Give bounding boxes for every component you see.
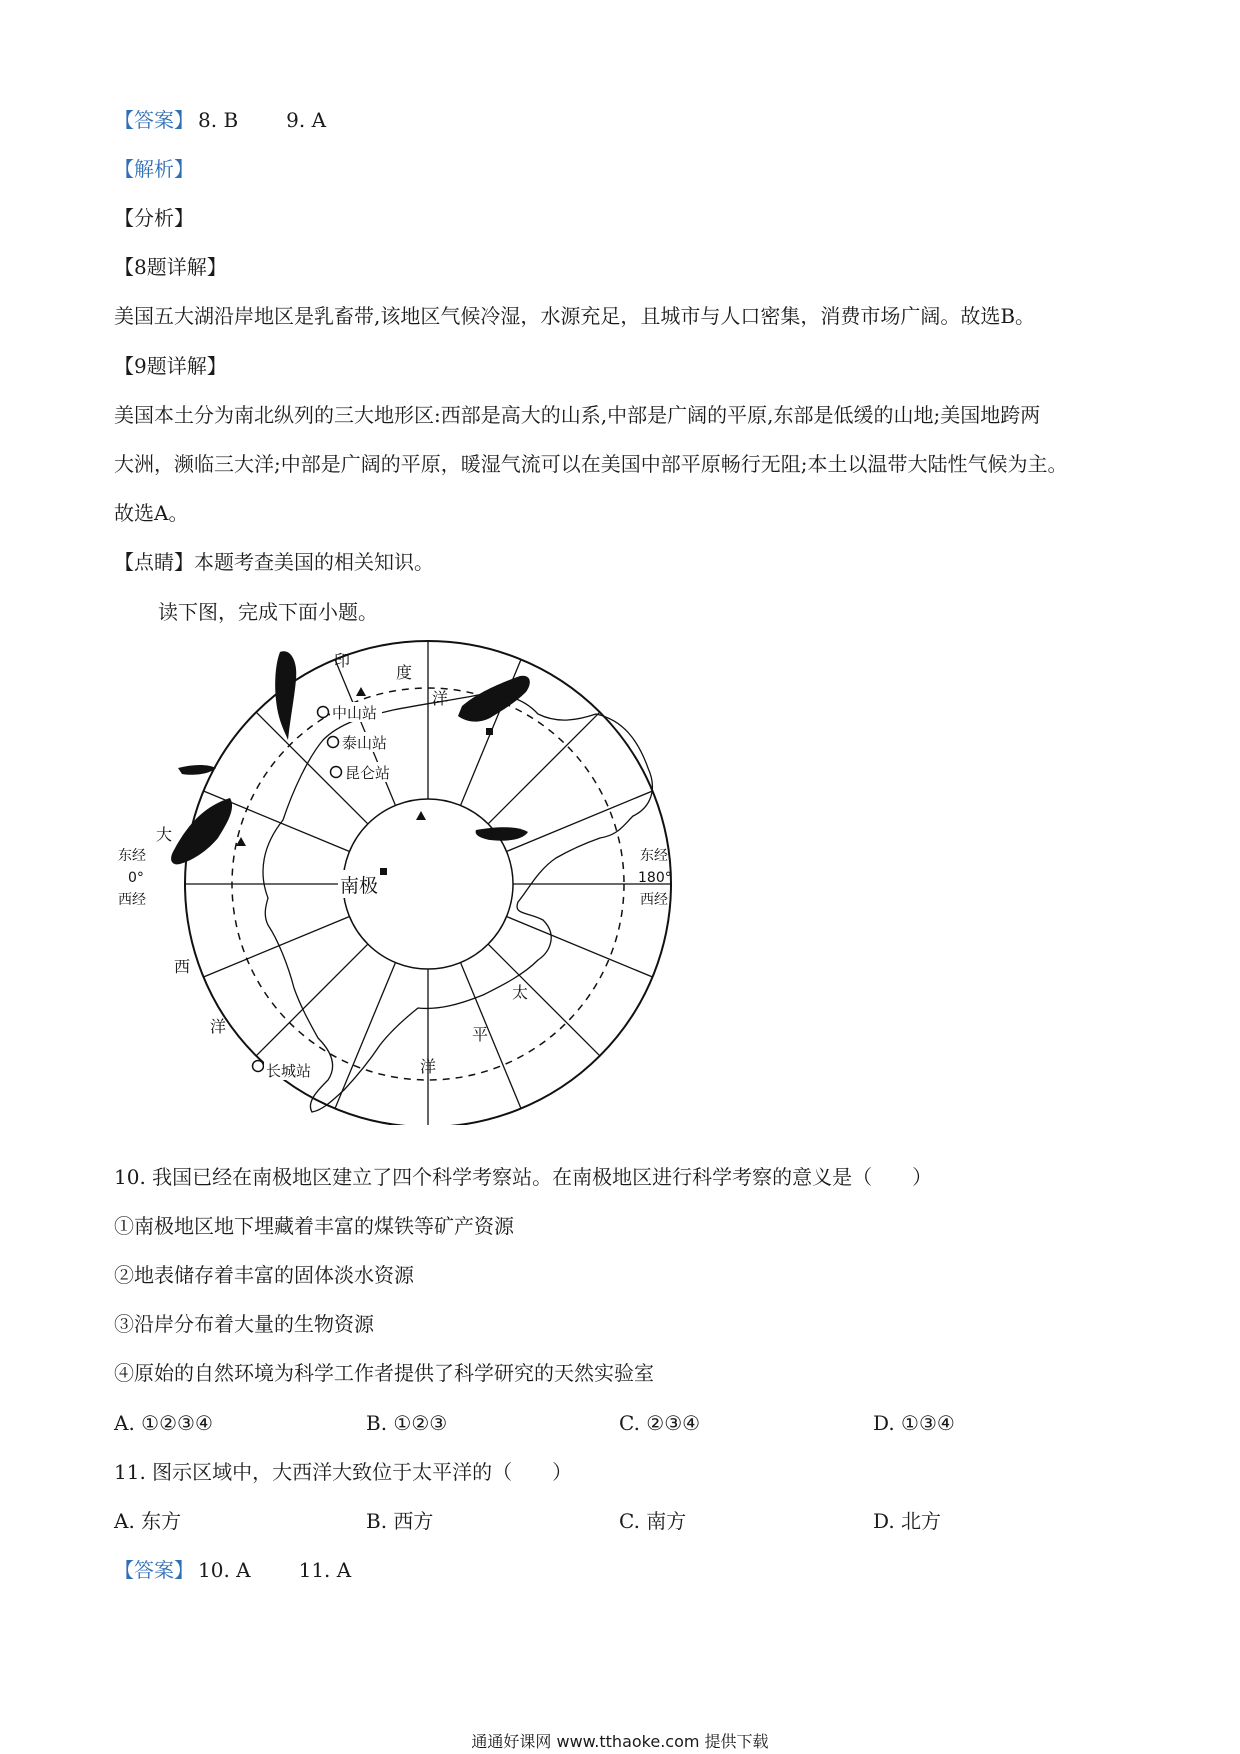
detail8-text: 美国五大湖沿岸地区是乳畜带,该地区气候冷湿，水源充足，且城市与人口密集，消费市场广阔。故选B。 — [114, 304, 1036, 328]
ocean-pacific-1: 太 — [512, 983, 529, 1002]
meridian-line — [335, 963, 396, 1109]
q10-item-4: ④原始的自然环境为科学工作者提供了科学研究的天然实验室 — [114, 1361, 654, 1385]
q10-option-a: A. ①②③④ — [114, 1411, 213, 1435]
station-label-changcheng: 长城站 — [266, 1062, 312, 1080]
ocean-indian-1: 印 — [334, 651, 351, 670]
detail9-line1: 美国本土分为南北纵列的三大地形区:西部是高大的山系,中部是广阔的平原,东部是低缓的山地;美国地跨两 — [114, 403, 1041, 427]
q10-item-3: ③沿岸分布着大量的生物资源 — [114, 1312, 374, 1336]
left-east-label: 东经 — [118, 848, 146, 864]
ocean-indian-2: 度 — [396, 663, 413, 682]
south-pole-label: 南极 — [340, 875, 379, 897]
peak-marker — [236, 837, 246, 846]
ocean-pacific-3: 洋 — [420, 1057, 437, 1076]
ocean-atlantic-1: 大 — [156, 825, 173, 844]
station-taishan-marker — [328, 737, 339, 748]
q10-option-c: C. ②③④ — [619, 1411, 701, 1435]
station-zhongshan-marker — [318, 707, 329, 718]
dianjing-line — [114, 552, 434, 572]
meridian-line — [507, 791, 653, 852]
q10-item-2: ②地表储存着丰富的固体淡水资源 — [114, 1263, 414, 1287]
meridian-line — [488, 944, 600, 1056]
ocean-indian-3: 洋 — [432, 689, 449, 708]
detail9-line3: 故选A。 — [114, 501, 189, 525]
q11-option-d: D. 北方 — [873, 1509, 942, 1533]
meridian-line — [204, 917, 350, 978]
fenxi-tag: 【分析】 — [114, 206, 194, 230]
meridian-line — [488, 712, 600, 824]
landmass-southamerica — [171, 798, 232, 864]
answer-tag: 【答案】 — [114, 108, 194, 132]
q11-stem: 11. 图示区域中，大西洋大致位于太平洋的（ ） — [114, 1460, 573, 1484]
dianjing-tag: 【点睛】 — [114, 550, 194, 574]
intro-text: 读下图，完成下面小题。 — [158, 600, 378, 624]
answer-9: 9. A — [286, 108, 327, 132]
q10-option-b: B. ①②③ — [366, 1411, 448, 1435]
q10-stem: 10. 我国已经在南极地区建立了四个科学考察站。在南极地区进行科学考察的意义是（ ） — [114, 1165, 933, 1189]
q11-option-a: A. 东方 — [114, 1509, 182, 1533]
base-marker — [380, 868, 387, 875]
station-label-zhongshan: 中山站 — [332, 704, 378, 722]
answer-line-10-11 — [114, 1560, 351, 1580]
meridian-line — [256, 944, 368, 1056]
base-marker — [486, 728, 493, 735]
station-label-kunlun: 昆仑站 — [345, 764, 391, 782]
detail9-line2: 大洲，濒临三大洋;中部是广阔的平原，暖湿气流可以在美国中部平原畅行无阻;本土以温带大陆性气候为主。 — [114, 452, 1068, 476]
station-changcheng-marker — [253, 1061, 264, 1072]
station-kunlun-marker — [331, 767, 342, 778]
answer-10: 10. A — [198, 1558, 251, 1582]
detail9-tag: 【9题详解】 — [114, 354, 227, 378]
footer-text: 通通好课网 www.tthaoke.com 提供下载 — [471, 1732, 769, 1751]
answer-8: 8. B — [198, 108, 239, 132]
peak-marker — [356, 687, 366, 696]
right-west-label: 西经 — [640, 892, 668, 908]
dianjing-text: 本题考查美国的相关知识。 — [194, 550, 434, 574]
left-zero-label: 0° — [128, 870, 144, 886]
landmass-kerguelen — [178, 765, 216, 775]
answer-tag: 【答案】 — [114, 1558, 194, 1582]
ocean-atlantic-2: 西 — [174, 957, 191, 976]
q11-option-b: B. 西方 — [366, 1509, 434, 1533]
analysis-tag: 【解析】 — [114, 157, 194, 181]
ocean-atlantic-3: 洋 — [210, 1017, 227, 1036]
q10-item-1: ①南极地区地下埋藏着丰富的煤铁等矿产资源 — [114, 1214, 514, 1238]
right-east-label: 东经 — [640, 848, 668, 864]
station-label-taishan: 泰山站 — [342, 734, 388, 752]
ocean-pacific-2: 平 — [472, 1025, 489, 1044]
landmass-africa — [275, 651, 296, 740]
q11-option-c: C. 南方 — [619, 1509, 687, 1533]
right-180-label: 180° — [638, 870, 672, 886]
antarctica-map — [118, 640, 678, 1125]
q10-option-d: D. ①③④ — [873, 1411, 955, 1435]
answer-11: 11. A — [298, 1558, 352, 1582]
detail8-tag: 【8题详解】 — [114, 255, 227, 279]
left-west-label: 西经 — [118, 892, 146, 908]
landmass-australia — [458, 676, 530, 722]
answer-line-8-9 — [114, 110, 326, 130]
